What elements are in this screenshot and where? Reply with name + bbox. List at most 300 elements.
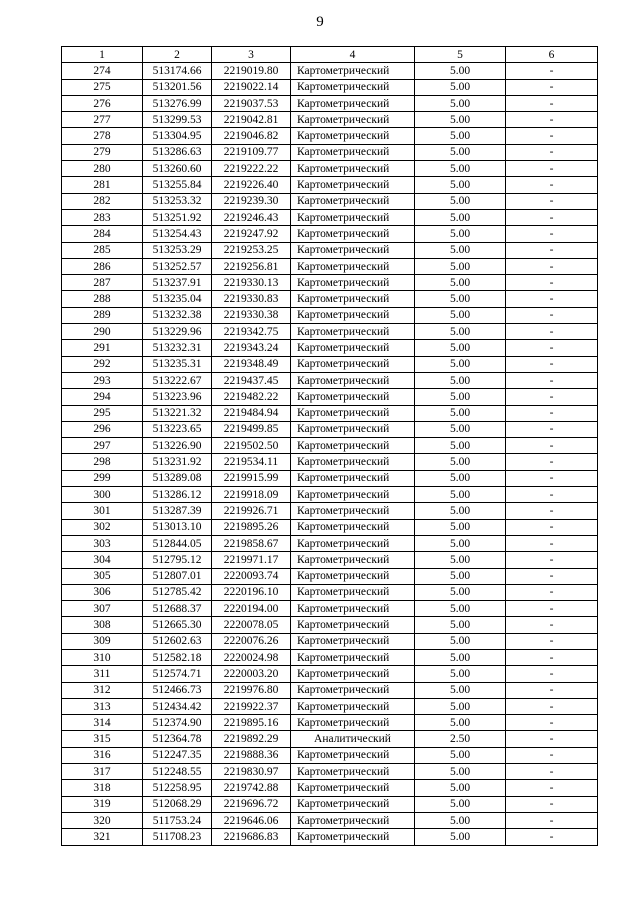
x-coordinate-cell: 512434.42 xyxy=(143,698,212,714)
y-coordinate-cell: 2219437.45 xyxy=(212,372,291,388)
table-row xyxy=(62,95,598,111)
point-number-cell: 302 xyxy=(62,519,143,535)
accuracy-cell: 5.00 xyxy=(415,812,506,828)
y-coordinate-cell: 2220024.98 xyxy=(212,649,291,665)
accuracy-cell: 5.00 xyxy=(415,307,506,323)
accuracy-cell: 5.00 xyxy=(415,324,506,340)
point-number-cell: 278 xyxy=(62,128,143,144)
y-coordinate-cell: 2219247.92 xyxy=(212,226,291,242)
table-row xyxy=(62,698,598,714)
note-cell: - xyxy=(506,487,598,503)
method-cell: Картометрический xyxy=(291,454,415,470)
x-coordinate-cell: 513287.39 xyxy=(143,503,212,519)
note-cell: - xyxy=(506,258,598,274)
accuracy-cell: 5.00 xyxy=(415,682,506,698)
x-coordinate-cell: 513235.31 xyxy=(143,356,212,372)
table-row xyxy=(62,79,598,95)
y-coordinate-cell: 2219976.80 xyxy=(212,682,291,698)
y-coordinate-cell: 2219484.94 xyxy=(212,405,291,421)
note-cell: - xyxy=(506,226,598,242)
method-cell: Картометрический xyxy=(291,487,415,503)
table-row xyxy=(62,112,598,128)
x-coordinate-cell: 513223.65 xyxy=(143,421,212,437)
table-row xyxy=(62,372,598,388)
point-number-cell: 279 xyxy=(62,144,143,160)
note-cell: - xyxy=(506,389,598,405)
page-number: 9 xyxy=(316,14,324,30)
y-coordinate-cell: 2220078.05 xyxy=(212,617,291,633)
point-number-cell: 284 xyxy=(62,226,143,242)
y-coordinate-cell: 2219534.11 xyxy=(212,454,291,470)
point-number-cell: 316 xyxy=(62,747,143,763)
x-coordinate-cell: 512602.63 xyxy=(143,633,212,649)
accuracy-cell: 5.00 xyxy=(415,470,506,486)
note-cell: - xyxy=(506,584,598,600)
y-coordinate-cell: 2219046.82 xyxy=(212,128,291,144)
accuracy-cell: 5.00 xyxy=(415,601,506,617)
method-cell: Картометрический xyxy=(291,568,415,584)
point-number-cell: 312 xyxy=(62,682,143,698)
accuracy-cell: 5.00 xyxy=(415,454,506,470)
y-coordinate-cell: 2219226.40 xyxy=(212,177,291,193)
point-number-cell: 283 xyxy=(62,209,143,225)
method-cell: Картометрический xyxy=(291,601,415,617)
point-number-cell: 294 xyxy=(62,389,143,405)
method-cell: Картометрический xyxy=(291,275,415,291)
point-number-cell: 318 xyxy=(62,780,143,796)
point-number-cell: 274 xyxy=(62,63,143,79)
point-number-cell: 320 xyxy=(62,812,143,828)
method-cell: Картометрический xyxy=(291,177,415,193)
note-cell: - xyxy=(506,128,598,144)
x-coordinate-cell: 513174.66 xyxy=(143,63,212,79)
y-coordinate-cell: 2219343.24 xyxy=(212,340,291,356)
method-cell: Картометрический xyxy=(291,226,415,242)
x-coordinate-cell: 513276.99 xyxy=(143,95,212,111)
y-coordinate-cell: 2219918.09 xyxy=(212,487,291,503)
note-cell: - xyxy=(506,372,598,388)
accuracy-cell: 5.00 xyxy=(415,487,506,503)
accuracy-cell: 5.00 xyxy=(415,535,506,551)
x-coordinate-cell: 512785.42 xyxy=(143,584,212,600)
note-cell: - xyxy=(506,747,598,763)
method-cell: Картометрический xyxy=(291,519,415,535)
x-coordinate-cell: 512582.18 xyxy=(143,649,212,665)
accuracy-cell: 5.00 xyxy=(415,193,506,209)
point-number-cell: 304 xyxy=(62,552,143,568)
y-coordinate-cell: 2220093.74 xyxy=(212,568,291,584)
x-coordinate-cell: 513201.56 xyxy=(143,79,212,95)
table-row xyxy=(62,258,598,274)
x-coordinate-cell: 513231.92 xyxy=(143,454,212,470)
method-cell: Картометрический xyxy=(291,829,415,845)
table-header-row xyxy=(62,47,598,63)
method-cell: Картометрический xyxy=(291,682,415,698)
accuracy-cell: 5.00 xyxy=(415,144,506,160)
y-coordinate-cell: 2219022.14 xyxy=(212,79,291,95)
note-cell: - xyxy=(506,649,598,665)
x-coordinate-cell: 513289.08 xyxy=(143,470,212,486)
table-row xyxy=(62,454,598,470)
note-cell: - xyxy=(506,112,598,128)
point-number-cell: 311 xyxy=(62,666,143,682)
table-row xyxy=(62,535,598,551)
note-cell: - xyxy=(506,421,598,437)
point-number-cell: 289 xyxy=(62,307,143,323)
method-cell: Картометрический xyxy=(291,95,415,111)
method-cell: Картометрический xyxy=(291,242,415,258)
x-coordinate-cell: 511708.23 xyxy=(143,829,212,845)
method-cell: Картометрический xyxy=(291,340,415,356)
y-coordinate-cell: 2219502.50 xyxy=(212,438,291,454)
accuracy-cell: 5.00 xyxy=(415,584,506,600)
x-coordinate-cell: 513237.91 xyxy=(143,275,212,291)
note-cell: - xyxy=(506,796,598,812)
method-cell: Картометрический xyxy=(291,666,415,682)
table-row xyxy=(62,128,598,144)
point-number-cell: 292 xyxy=(62,356,143,372)
accuracy-cell: 5.00 xyxy=(415,177,506,193)
point-number-cell: 281 xyxy=(62,177,143,193)
x-coordinate-cell: 512247.35 xyxy=(143,747,212,763)
method-cell: Аналитический xyxy=(291,731,415,747)
note-cell: - xyxy=(506,812,598,828)
note-cell: - xyxy=(506,552,598,568)
table-row xyxy=(62,389,598,405)
method-cell: Картометрический xyxy=(291,715,415,731)
method-cell: Картометрический xyxy=(291,112,415,128)
accuracy-cell: 5.00 xyxy=(415,340,506,356)
point-number-cell: 299 xyxy=(62,470,143,486)
method-cell: Картометрический xyxy=(291,470,415,486)
point-number-cell: 276 xyxy=(62,95,143,111)
accuracy-cell: 5.00 xyxy=(415,79,506,95)
table-row xyxy=(62,226,598,242)
y-coordinate-cell: 2219342.75 xyxy=(212,324,291,340)
accuracy-cell: 5.00 xyxy=(415,112,506,128)
point-number-cell: 287 xyxy=(62,275,143,291)
table-row xyxy=(62,242,598,258)
method-cell: Картометрический xyxy=(291,291,415,307)
method-cell: Картометрический xyxy=(291,617,415,633)
table-row xyxy=(62,63,598,79)
y-coordinate-cell: 2219042.81 xyxy=(212,112,291,128)
accuracy-cell: 5.00 xyxy=(415,780,506,796)
accuracy-cell: 5.00 xyxy=(415,649,506,665)
y-coordinate-cell: 2219019.80 xyxy=(212,63,291,79)
table-row xyxy=(62,552,598,568)
x-coordinate-cell: 513232.31 xyxy=(143,340,212,356)
x-coordinate-cell: 512574.71 xyxy=(143,666,212,682)
note-cell: - xyxy=(506,633,598,649)
table-row xyxy=(62,405,598,421)
note-cell: - xyxy=(506,324,598,340)
accuracy-cell: 5.00 xyxy=(415,128,506,144)
y-coordinate-cell: 2220194.00 xyxy=(212,601,291,617)
note-cell: - xyxy=(506,177,598,193)
note-cell: - xyxy=(506,340,598,356)
accuracy-cell: 5.00 xyxy=(415,519,506,535)
x-coordinate-cell: 511753.24 xyxy=(143,812,212,828)
x-coordinate-cell: 513255.84 xyxy=(143,177,212,193)
accuracy-cell: 5.00 xyxy=(415,747,506,763)
y-coordinate-cell: 2219895.16 xyxy=(212,715,291,731)
table-row xyxy=(62,731,598,747)
table-row xyxy=(62,438,598,454)
accuracy-cell: 5.00 xyxy=(415,95,506,111)
method-cell: Картометрический xyxy=(291,258,415,274)
table-row xyxy=(62,209,598,225)
point-number-cell: 305 xyxy=(62,568,143,584)
note-cell: - xyxy=(506,454,598,470)
x-coordinate-cell: 513013.10 xyxy=(143,519,212,535)
method-cell: Картометрический xyxy=(291,764,415,780)
method-cell: Картометрический xyxy=(291,812,415,828)
table-row xyxy=(62,633,598,649)
method-cell: Картометрический xyxy=(291,389,415,405)
accuracy-cell: 5.00 xyxy=(415,275,506,291)
note-cell: - xyxy=(506,63,598,79)
x-coordinate-cell: 513251.92 xyxy=(143,209,212,225)
x-coordinate-cell: 513260.60 xyxy=(143,161,212,177)
y-coordinate-cell: 2219330.38 xyxy=(212,307,291,323)
note-cell: - xyxy=(506,535,598,551)
x-coordinate-cell: 513232.38 xyxy=(143,307,212,323)
table-row xyxy=(62,715,598,731)
column-header: 5 xyxy=(415,47,506,63)
note-cell: - xyxy=(506,764,598,780)
column-header: 4 xyxy=(291,47,415,63)
accuracy-cell: 5.00 xyxy=(415,209,506,225)
x-coordinate-cell: 513253.32 xyxy=(143,193,212,209)
note-cell: - xyxy=(506,307,598,323)
x-coordinate-cell: 513221.32 xyxy=(143,405,212,421)
accuracy-cell: 5.00 xyxy=(415,226,506,242)
note-cell: - xyxy=(506,601,598,617)
note-cell: - xyxy=(506,275,598,291)
point-number-cell: 306 xyxy=(62,584,143,600)
method-cell: Картометрический xyxy=(291,649,415,665)
method-cell: Картометрический xyxy=(291,63,415,79)
note-cell: - xyxy=(506,291,598,307)
table-row xyxy=(62,747,598,763)
note-cell: - xyxy=(506,682,598,698)
point-number-cell: 296 xyxy=(62,421,143,437)
y-coordinate-cell: 2219499.85 xyxy=(212,421,291,437)
accuracy-cell: 5.00 xyxy=(415,405,506,421)
accuracy-cell: 5.00 xyxy=(415,796,506,812)
x-coordinate-cell: 513304.95 xyxy=(143,128,212,144)
column-header: 1 xyxy=(62,47,143,63)
table-row xyxy=(62,519,598,535)
y-coordinate-cell: 2219646.06 xyxy=(212,812,291,828)
note-cell: - xyxy=(506,95,598,111)
method-cell: Картометрический xyxy=(291,324,415,340)
x-coordinate-cell: 512795.12 xyxy=(143,552,212,568)
note-cell: - xyxy=(506,405,598,421)
x-coordinate-cell: 513235.04 xyxy=(143,291,212,307)
x-coordinate-cell: 513253.29 xyxy=(143,242,212,258)
point-number-cell: 290 xyxy=(62,324,143,340)
table-row xyxy=(62,193,598,209)
x-coordinate-cell: 513226.90 xyxy=(143,438,212,454)
point-number-cell: 280 xyxy=(62,161,143,177)
note-cell: - xyxy=(506,715,598,731)
note-cell: - xyxy=(506,79,598,95)
point-number-cell: 282 xyxy=(62,193,143,209)
method-cell: Картометрический xyxy=(291,780,415,796)
note-cell: - xyxy=(506,698,598,714)
table-row xyxy=(62,177,598,193)
point-number-cell: 301 xyxy=(62,503,143,519)
accuracy-cell: 5.00 xyxy=(415,503,506,519)
point-number-cell: 321 xyxy=(62,829,143,845)
column-header: 2 xyxy=(143,47,212,63)
point-number-cell: 286 xyxy=(62,258,143,274)
y-coordinate-cell: 2219246.43 xyxy=(212,209,291,225)
x-coordinate-cell: 512248.55 xyxy=(143,764,212,780)
table-row xyxy=(62,780,598,796)
method-cell: Картометрический xyxy=(291,421,415,437)
method-cell: Картометрический xyxy=(291,535,415,551)
accuracy-cell: 5.00 xyxy=(415,258,506,274)
table-row xyxy=(62,307,598,323)
table-row xyxy=(62,812,598,828)
point-number-cell: 298 xyxy=(62,454,143,470)
table-row xyxy=(62,144,598,160)
note-cell: - xyxy=(506,568,598,584)
note-cell: - xyxy=(506,193,598,209)
table-row xyxy=(62,291,598,307)
y-coordinate-cell: 2219895.26 xyxy=(212,519,291,535)
x-coordinate-cell: 512688.37 xyxy=(143,601,212,617)
y-coordinate-cell: 2220076.26 xyxy=(212,633,291,649)
y-coordinate-cell: 2219686.83 xyxy=(212,829,291,845)
table-body xyxy=(62,63,598,845)
table-row xyxy=(62,470,598,486)
point-number-cell: 319 xyxy=(62,796,143,812)
x-coordinate-cell: 512807.01 xyxy=(143,568,212,584)
table-row xyxy=(62,356,598,372)
point-number-cell: 297 xyxy=(62,438,143,454)
point-number-cell: 314 xyxy=(62,715,143,731)
x-coordinate-cell: 513222.67 xyxy=(143,372,212,388)
method-cell: Картометрический xyxy=(291,307,415,323)
note-cell: - xyxy=(506,356,598,372)
point-number-cell: 300 xyxy=(62,487,143,503)
note-cell: - xyxy=(506,503,598,519)
note-cell: - xyxy=(506,829,598,845)
table-row xyxy=(62,503,598,519)
point-number-cell: 285 xyxy=(62,242,143,258)
table-row xyxy=(62,324,598,340)
column-header: 6 xyxy=(506,47,598,63)
accuracy-cell: 5.00 xyxy=(415,63,506,79)
method-cell: Картометрический xyxy=(291,503,415,519)
accuracy-cell: 5.00 xyxy=(415,438,506,454)
table-row xyxy=(62,601,598,617)
note-cell: - xyxy=(506,242,598,258)
y-coordinate-cell: 2219222.22 xyxy=(212,161,291,177)
point-number-cell: 295 xyxy=(62,405,143,421)
point-number-cell: 310 xyxy=(62,649,143,665)
y-coordinate-cell: 2219926.71 xyxy=(212,503,291,519)
point-number-cell: 291 xyxy=(62,340,143,356)
accuracy-cell: 5.00 xyxy=(415,764,506,780)
point-number-cell: 315 xyxy=(62,731,143,747)
method-cell: Картометрический xyxy=(291,356,415,372)
accuracy-cell: 5.00 xyxy=(415,617,506,633)
y-coordinate-cell: 2219037.53 xyxy=(212,95,291,111)
point-number-cell: 313 xyxy=(62,698,143,714)
x-coordinate-cell: 513252.57 xyxy=(143,258,212,274)
x-coordinate-cell: 512665.30 xyxy=(143,617,212,633)
accuracy-cell: 5.00 xyxy=(415,291,506,307)
y-coordinate-cell: 2220003.20 xyxy=(212,666,291,682)
y-coordinate-cell: 2219253.25 xyxy=(212,242,291,258)
table-row xyxy=(62,421,598,437)
table-row xyxy=(62,487,598,503)
note-cell: - xyxy=(506,666,598,682)
table-row xyxy=(62,275,598,291)
x-coordinate-cell: 513299.53 xyxy=(143,112,212,128)
note-cell: - xyxy=(506,519,598,535)
accuracy-cell: 5.00 xyxy=(415,633,506,649)
accuracy-cell: 5.00 xyxy=(415,715,506,731)
table-row xyxy=(62,666,598,682)
y-coordinate-cell: 2219892.29 xyxy=(212,731,291,747)
coordinates-table xyxy=(61,46,598,846)
note-cell: - xyxy=(506,209,598,225)
method-cell: Картометрический xyxy=(291,438,415,454)
method-cell: Картометрический xyxy=(291,747,415,763)
x-coordinate-cell: 512844.05 xyxy=(143,535,212,551)
table-row xyxy=(62,764,598,780)
point-number-cell: 277 xyxy=(62,112,143,128)
method-cell: Картометрический xyxy=(291,144,415,160)
note-cell: - xyxy=(506,144,598,160)
x-coordinate-cell: 512466.73 xyxy=(143,682,212,698)
method-cell: Картометрический xyxy=(291,698,415,714)
x-coordinate-cell: 512068.29 xyxy=(143,796,212,812)
accuracy-cell: 5.00 xyxy=(415,161,506,177)
x-coordinate-cell: 513286.63 xyxy=(143,144,212,160)
method-cell: Картометрический xyxy=(291,209,415,225)
note-cell: - xyxy=(506,780,598,796)
y-coordinate-cell: 2219330.13 xyxy=(212,275,291,291)
method-cell: Картометрический xyxy=(291,405,415,421)
y-coordinate-cell: 2219482.22 xyxy=(212,389,291,405)
y-coordinate-cell: 2219830.97 xyxy=(212,764,291,780)
accuracy-cell: 2.50 xyxy=(415,731,506,747)
note-cell: - xyxy=(506,161,598,177)
accuracy-cell: 5.00 xyxy=(415,829,506,845)
column-header: 3 xyxy=(212,47,291,63)
note-cell: - xyxy=(506,731,598,747)
table-row xyxy=(62,796,598,812)
note-cell: - xyxy=(506,617,598,633)
table-row xyxy=(62,617,598,633)
point-number-cell: 275 xyxy=(62,79,143,95)
y-coordinate-cell: 2219239.30 xyxy=(212,193,291,209)
y-coordinate-cell: 2219330.83 xyxy=(212,291,291,307)
y-coordinate-cell: 2220196.10 xyxy=(212,584,291,600)
method-cell: Картометрический xyxy=(291,161,415,177)
table-row xyxy=(62,682,598,698)
y-coordinate-cell: 2219971.17 xyxy=(212,552,291,568)
accuracy-cell: 5.00 xyxy=(415,242,506,258)
point-number-cell: 308 xyxy=(62,617,143,633)
